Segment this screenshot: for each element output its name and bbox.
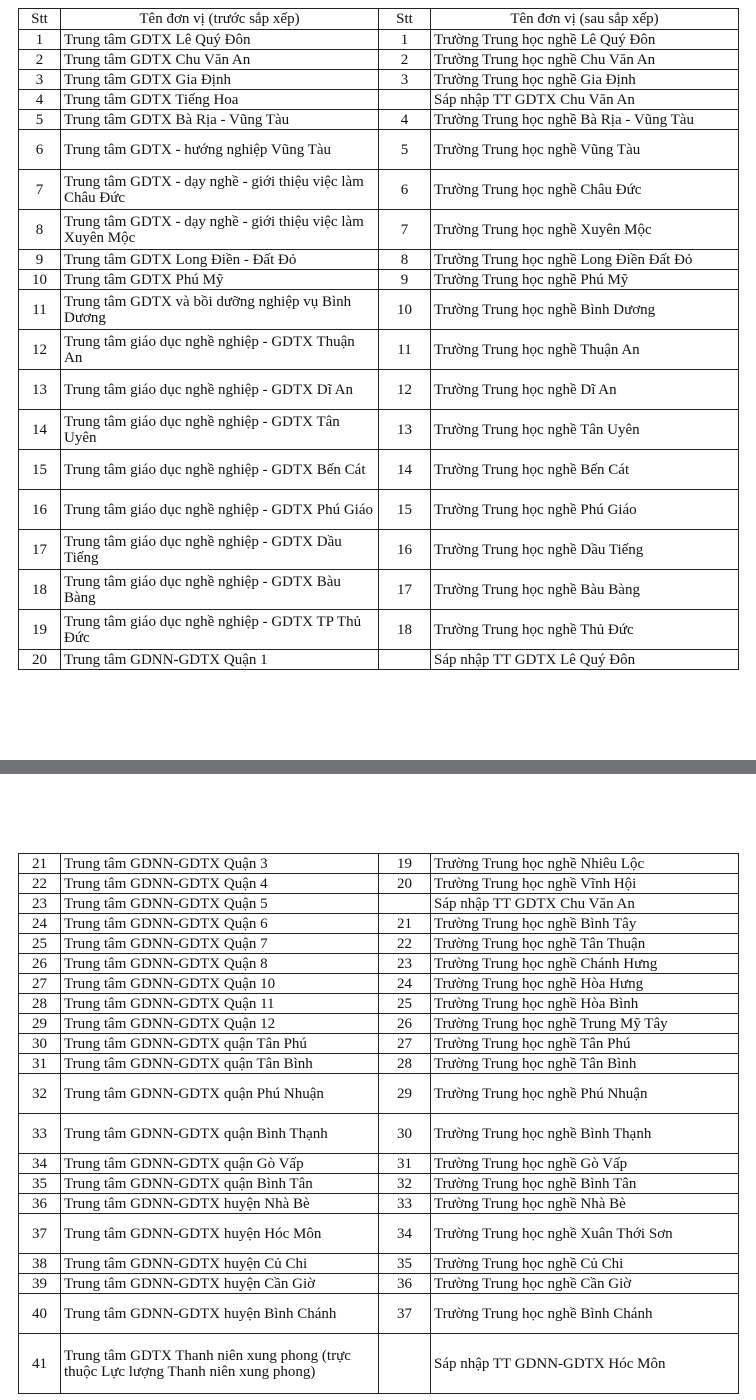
name-before-cell: Trung tâm GDNN-GDTX huyện Hóc Môn [61, 1214, 379, 1254]
stt-before-cell: 9 [19, 250, 61, 270]
name-after-cell: Trường Trung học nghề Xuân Thới Sơn [431, 1214, 739, 1254]
stt-before-cell: 30 [19, 1034, 61, 1054]
stt-after-cell: 35 [379, 1254, 431, 1274]
stt-after-cell: 13 [379, 410, 431, 450]
table-header-row [19, 9, 739, 30]
reorganization-table-page-1 [18, 8, 739, 670]
stt-before-cell: 2 [19, 50, 61, 70]
table-row [19, 410, 739, 450]
stt-after-cell: 8 [379, 250, 431, 270]
name-before-cell: Trung tâm GDTX - hướng nghiệp Vũng Tàu [61, 130, 379, 170]
stt-after-cell: 10 [379, 290, 431, 330]
stt-before-cell: 27 [19, 974, 61, 994]
name-before-cell: Trung tâm GDNN-GDTX huyện Cần Giờ [61, 1274, 379, 1294]
name-after-cell: Trường Trung học nghề Long Điền Đất Đỏ [431, 250, 739, 270]
name-before-cell: Trung tâm GDTX Phú Mỹ [61, 270, 379, 290]
name-after-cell: Sáp nhập TT GDNN-GDTX Hóc Môn [431, 1334, 739, 1394]
stt-after-cell: 24 [379, 974, 431, 994]
header-name-after: Tên đơn vị (sau sắp xếp) [431, 9, 739, 30]
stt-before-cell: 29 [19, 1014, 61, 1034]
table-row [19, 1014, 739, 1034]
name-after-cell: Trường Trung học nghề Thuận An [431, 330, 739, 370]
stt-after-cell: 30 [379, 1114, 431, 1154]
page-separator [0, 760, 756, 774]
table-row [19, 90, 739, 110]
name-after-cell: Trường Trung học nghề Dầu Tiếng [431, 530, 739, 570]
name-before-cell: Trung tâm GDNN-GDTX quận Gò Vấp [61, 1154, 379, 1174]
name-before-cell: Trung tâm GDTX Bà Rịa - Vũng Tàu [61, 110, 379, 130]
name-after-cell: Trường Trung học nghề Bình Thạnh [431, 1114, 739, 1154]
stt-after-cell: 16 [379, 530, 431, 570]
table-row [19, 974, 739, 994]
stt-before-cell: 8 [19, 210, 61, 250]
page-blank-top [0, 774, 756, 853]
table-row [19, 874, 739, 894]
stt-before-cell: 4 [19, 90, 61, 110]
name-before-cell: Trung tâm GDTX Chu Văn An [61, 50, 379, 70]
stt-before-cell: 34 [19, 1154, 61, 1174]
name-after-cell: Trường Trung học nghề Châu Đức [431, 170, 739, 210]
name-before-cell: Trung tâm GDTX - dạy nghề - giới thiệu việc làm Châu Đức [61, 170, 379, 210]
stt-after-cell: 19 [379, 854, 431, 874]
name-after-cell: Trường Trung học nghề Bình Tân [431, 1174, 739, 1194]
name-after-cell: Trường Trung học nghề Tân Bình [431, 1054, 739, 1074]
table-row [19, 210, 739, 250]
name-after-cell: Sáp nhập TT GDTX Lê Quý Đôn [431, 650, 739, 670]
name-before-cell: Trung tâm giáo dục nghề nghiệp - GDTX Tân Uyên [61, 410, 379, 450]
stt-after-cell: 32 [379, 1174, 431, 1194]
stt-before-cell: 33 [19, 1114, 61, 1154]
name-before-cell: Trung tâm GDNN-GDTX Quận 5 [61, 894, 379, 914]
name-after-cell: Trường Trung học nghề Xuyên Mộc [431, 210, 739, 250]
name-after-cell: Trường Trung học nghề Bình Dương [431, 290, 739, 330]
name-before-cell: Trung tâm GDNN-GDTX quận Tân Bình [61, 1054, 379, 1074]
stt-before-cell: 32 [19, 1074, 61, 1114]
name-after-cell: Trường Trung học nghề Gò Vấp [431, 1154, 739, 1174]
stt-after-cell [379, 1334, 431, 1394]
stt-after-cell: 3 [379, 70, 431, 90]
stt-before-cell: 20 [19, 650, 61, 670]
stt-before-cell: 28 [19, 994, 61, 1014]
stt-before-cell: 36 [19, 1194, 61, 1214]
name-after-cell: Trường Trung học nghề Tân Phú [431, 1034, 739, 1054]
table-row [19, 1114, 739, 1154]
table-row [19, 894, 739, 914]
stt-before-cell: 15 [19, 450, 61, 490]
stt-after-cell: 29 [379, 1074, 431, 1114]
name-after-cell: Trường Trung học nghề Gia Định [431, 70, 739, 90]
stt-after-cell: 33 [379, 1194, 431, 1214]
table-row [19, 1034, 739, 1054]
stt-after-cell: 9 [379, 270, 431, 290]
table-row [19, 70, 739, 90]
name-after-cell: Trường Trung học nghề Phú Giáo [431, 490, 739, 530]
name-before-cell: Trung tâm GDNN-GDTX Quận 7 [61, 934, 379, 954]
table-row [19, 170, 739, 210]
stt-after-cell: 15 [379, 490, 431, 530]
stt-after-cell: 26 [379, 1014, 431, 1034]
table-row [19, 1154, 739, 1174]
table-row [19, 570, 739, 610]
name-after-cell: Trường Trung học nghề Thủ Đức [431, 610, 739, 650]
stt-before-cell: 35 [19, 1174, 61, 1194]
table-row [19, 30, 739, 50]
name-after-cell: Trường Trung học nghề Củ Chi [431, 1254, 739, 1274]
name-before-cell: Trung tâm GDTX Gia Định [61, 70, 379, 90]
stt-before-cell: 13 [19, 370, 61, 410]
stt-before-cell: 37 [19, 1214, 61, 1254]
stt-before-cell: 17 [19, 530, 61, 570]
name-after-cell: Trường Trung học nghề Hòa Bình [431, 994, 739, 1014]
stt-after-cell [379, 90, 431, 110]
name-after-cell: Trường Trung học nghề Vũng Tàu [431, 130, 739, 170]
name-after-cell: Sáp nhập TT GDTX Chu Văn An [431, 894, 739, 914]
name-before-cell: Trung tâm GDNN-GDTX quận Bình Thạnh [61, 1114, 379, 1154]
table-row [19, 1074, 739, 1114]
name-after-cell: Trường Trung học nghề Chánh Hưng [431, 954, 739, 974]
stt-before-cell: 1 [19, 30, 61, 50]
stt-after-cell: 25 [379, 994, 431, 1014]
name-before-cell: Trung tâm giáo dục nghề nghiệp - GDTX TP Thủ Đức [61, 610, 379, 650]
name-before-cell: Trung tâm GDNN-GDTX quận Tân Phú [61, 1034, 379, 1054]
name-before-cell: Trung tâm GDNN-GDTX quận Phú Nhuận [61, 1074, 379, 1114]
name-after-cell: Trường Trung học nghề Phú Nhuận [431, 1074, 739, 1114]
table-row [19, 650, 739, 670]
stt-before-cell: 39 [19, 1274, 61, 1294]
stt-after-cell: 23 [379, 954, 431, 974]
name-before-cell: Trung tâm GDTX Lê Quý Đôn [61, 30, 379, 50]
stt-after-cell: 20 [379, 874, 431, 894]
stt-after-cell: 22 [379, 934, 431, 954]
table-row [19, 450, 739, 490]
name-before-cell: Trung tâm GDNN-GDTX huyện Nhà Bè [61, 1194, 379, 1214]
table-row [19, 50, 739, 70]
name-before-cell: Trung tâm GDNN-GDTX Quận 6 [61, 914, 379, 934]
table-row [19, 1194, 739, 1214]
stt-before-cell: 41 [19, 1334, 61, 1394]
name-before-cell: Trung tâm GDTX Long Điền - Đất Đỏ [61, 250, 379, 270]
stt-after-cell: 21 [379, 914, 431, 934]
name-before-cell: Trung tâm giáo dục nghề nghiệp - GDTX Dĩ An [61, 370, 379, 410]
table-row [19, 1054, 739, 1074]
table-row [19, 270, 739, 290]
table-row [19, 290, 739, 330]
name-before-cell: Trung tâm giáo dục nghề nghiệp - GDTX Phú Giáo [61, 490, 379, 530]
name-after-cell: Trường Trung học nghề Tân Uyên [431, 410, 739, 450]
name-before-cell: Trung tâm GDTX và bồi dưỡng nghiệp vụ Bình Dương [61, 290, 379, 330]
name-before-cell: Trung tâm GDNN-GDTX Quận 10 [61, 974, 379, 994]
table-row [19, 330, 739, 370]
name-after-cell: Trường Trung học nghề Tân Thuận [431, 934, 739, 954]
stt-after-cell: 2 [379, 50, 431, 70]
name-after-cell: Trường Trung học nghề Bàu Bàng [431, 570, 739, 610]
table-row [19, 914, 739, 934]
stt-before-cell: 38 [19, 1254, 61, 1274]
stt-before-cell: 21 [19, 854, 61, 874]
name-before-cell: Trung tâm giáo dục nghề nghiệp - GDTX Bàu Bàng [61, 570, 379, 610]
stt-after-cell: 17 [379, 570, 431, 610]
stt-before-cell: 12 [19, 330, 61, 370]
table-row [19, 1214, 739, 1254]
name-before-cell: Trung tâm GDNN-GDTX Quận 1 [61, 650, 379, 670]
name-before-cell: Trung tâm GDTX Thanh niên xung phong (trực thuộc Lực lượng Thanh niên xung phong) [61, 1334, 379, 1394]
table-row [19, 994, 739, 1014]
table-row [19, 530, 739, 570]
name-after-cell: Trường Trung học nghề Hòa Hưng [431, 974, 739, 994]
stt-after-cell: 27 [379, 1034, 431, 1054]
header-name-before: Tên đơn vị (trước sắp xếp) [61, 9, 379, 30]
table-body-page-1 [19, 30, 739, 670]
table-row [19, 934, 739, 954]
stt-after-cell: 14 [379, 450, 431, 490]
stt-after-cell: 36 [379, 1274, 431, 1294]
stt-after-cell: 7 [379, 210, 431, 250]
name-after-cell: Trường Trung học nghề Nhà Bè [431, 1194, 739, 1214]
stt-after-cell: 18 [379, 610, 431, 650]
stt-before-cell: 14 [19, 410, 61, 450]
stt-after-cell: 37 [379, 1294, 431, 1334]
stt-before-cell: 10 [19, 270, 61, 290]
stt-after-cell: 4 [379, 110, 431, 130]
stt-before-cell: 23 [19, 894, 61, 914]
stt-before-cell: 40 [19, 1294, 61, 1334]
name-before-cell: Trung tâm GDNN-GDTX quận Bình Tân [61, 1174, 379, 1194]
name-after-cell: Trường Trung học nghề Bình Tây [431, 914, 739, 934]
stt-before-cell: 24 [19, 914, 61, 934]
stt-before-cell: 25 [19, 934, 61, 954]
table-row [19, 110, 739, 130]
stt-after-cell: 1 [379, 30, 431, 50]
stt-before-cell: 22 [19, 874, 61, 894]
stt-before-cell: 5 [19, 110, 61, 130]
table-row [19, 954, 739, 974]
header-stt-before: Stt [19, 9, 61, 30]
table-row [19, 610, 739, 650]
name-before-cell: Trung tâm GDNN-GDTX Quận 11 [61, 994, 379, 1014]
stt-after-cell: 11 [379, 330, 431, 370]
name-after-cell: Trường Trung học nghề Vĩnh Hội [431, 874, 739, 894]
table-row [19, 130, 739, 170]
table-row [19, 250, 739, 270]
name-after-cell: Trường Trung học nghề Bình Chánh [431, 1294, 739, 1334]
stt-after-cell: 12 [379, 370, 431, 410]
table-row [19, 370, 739, 410]
stt-before-cell: 11 [19, 290, 61, 330]
stt-before-cell: 16 [19, 490, 61, 530]
stt-before-cell: 26 [19, 954, 61, 974]
table-row [19, 1174, 739, 1194]
reorganization-table-page-2 [18, 853, 739, 1394]
table-row [19, 1274, 739, 1294]
name-after-cell: Trường Trung học nghề Nhiêu Lộc [431, 854, 739, 874]
stt-after-cell: 31 [379, 1154, 431, 1174]
name-after-cell: Trường Trung học nghề Dĩ An [431, 370, 739, 410]
name-before-cell: Trung tâm GDNN-GDTX Quận 12 [61, 1014, 379, 1034]
name-before-cell: Trung tâm GDTX Tiếng Hoa [61, 90, 379, 110]
table-row [19, 854, 739, 874]
table-row [19, 490, 739, 530]
table-body-page-2 [19, 854, 739, 1394]
name-after-cell: Trường Trung học nghề Phú Mỹ [431, 270, 739, 290]
name-after-cell: Trường Trung học nghề Lê Quý Đôn [431, 30, 739, 50]
table-row [19, 1294, 739, 1334]
stt-after-cell: 5 [379, 130, 431, 170]
stt-after-cell [379, 650, 431, 670]
name-before-cell: Trung tâm GDNN-GDTX huyện Bình Chánh [61, 1294, 379, 1334]
name-before-cell: Trung tâm giáo dục nghề nghiệp - GDTX Thuận An [61, 330, 379, 370]
name-before-cell: Trung tâm giáo dục nghề nghiệp - GDTX Dầu Tiếng [61, 530, 379, 570]
stt-before-cell: 19 [19, 610, 61, 650]
name-before-cell: Trung tâm GDTX - dạy nghề - giới thiệu việc làm Xuyên Mộc [61, 210, 379, 250]
name-after-cell: Trường Trung học nghề Chu Văn An [431, 50, 739, 70]
stt-before-cell: 18 [19, 570, 61, 610]
stt-before-cell: 6 [19, 130, 61, 170]
name-after-cell: Trường Trung học nghề Cần Giờ [431, 1274, 739, 1294]
name-after-cell: Trường Trung học nghề Bến Cát [431, 450, 739, 490]
stt-after-cell: 6 [379, 170, 431, 210]
stt-before-cell: 7 [19, 170, 61, 210]
name-before-cell: Trung tâm giáo dục nghề nghiệp - GDTX Bến Cát [61, 450, 379, 490]
header-stt-after: Stt [379, 9, 431, 30]
stt-after-cell: 34 [379, 1214, 431, 1254]
stt-before-cell: 3 [19, 70, 61, 90]
name-before-cell: Trung tâm GDNN-GDTX Quận 4 [61, 874, 379, 894]
stt-before-cell: 31 [19, 1054, 61, 1074]
stt-after-cell [379, 894, 431, 914]
name-after-cell: Sáp nhập TT GDTX Chu Văn An [431, 90, 739, 110]
table-row [19, 1334, 739, 1394]
stt-after-cell: 28 [379, 1054, 431, 1074]
name-after-cell: Trường Trung học nghề Trung Mỹ Tây [431, 1014, 739, 1034]
name-before-cell: Trung tâm GDNN-GDTX huyện Củ Chi [61, 1254, 379, 1274]
name-after-cell: Trường Trung học nghề Bà Rịa - Vũng Tàu [431, 110, 739, 130]
name-before-cell: Trung tâm GDNN-GDTX Quận 8 [61, 954, 379, 974]
name-before-cell: Trung tâm GDNN-GDTX Quận 3 [61, 854, 379, 874]
table-row [19, 1254, 739, 1274]
